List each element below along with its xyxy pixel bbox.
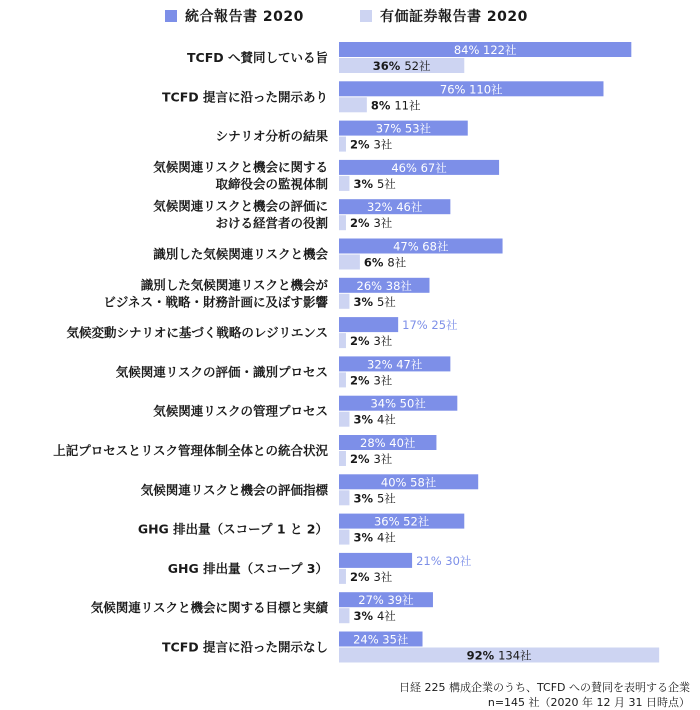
data-label-securities-report: 6% 8社 <box>363 255 407 270</box>
data-label-securities-report: 2% 3社 <box>349 137 393 152</box>
category-label: シナリオ分析の結果 <box>215 128 328 144</box>
category-label: GHG 排出量（スコープ 3） <box>167 560 328 576</box>
bar-securities-report <box>339 569 346 584</box>
bar-securities-report <box>339 608 349 623</box>
bar-securities-report <box>339 294 349 309</box>
data-label-securities-report: 3% 4社 <box>353 412 396 427</box>
data-label-securities-report: 36% 52社 <box>372 59 431 73</box>
bar-securities-report <box>339 333 346 348</box>
data-label-integrated-report: 32% 46社 <box>367 200 423 215</box>
data-label-integrated-report: 36% 52社 <box>373 514 430 529</box>
bar-securities-report <box>339 137 346 152</box>
category-label: 取締役会の監視体制 <box>215 176 328 192</box>
data-label-securities-report: 2% 3社 <box>349 373 393 388</box>
data-label-securities-report: 2% 3社 <box>349 216 393 231</box>
data-label-securities-report: 2% 3社 <box>349 569 393 584</box>
category-label: 気候関連リスクと機会の評価指標 <box>140 482 328 498</box>
data-label-integrated-report: 24% 35社 <box>353 632 409 647</box>
legend-label-integrated-report: 統合報告書 2020 <box>185 9 304 25</box>
category-label: 気候関連リスクの評価・識別プロセス <box>115 364 328 380</box>
bar-securities-report <box>339 255 360 270</box>
data-label-securities-report: 3% 4社 <box>353 609 396 624</box>
bar-integrated-report <box>339 553 412 568</box>
category-label: 識別した気候関連リスクと機会 <box>153 246 328 262</box>
data-label-integrated-report: 21% 30社 <box>416 553 472 568</box>
bar-securities-report <box>339 176 349 191</box>
data-label-integrated-report: 17% 25社 <box>402 318 458 333</box>
footnote-sample-size: n=145 社（2020 年 12 月 31 日時点） <box>487 696 690 709</box>
data-label-securities-report: 3% 4社 <box>353 530 396 545</box>
bar-securities-report <box>339 451 346 466</box>
data-label-integrated-report: 32% 47社 <box>367 357 423 372</box>
bar-securities-report <box>339 372 346 387</box>
category-label: ビジネス・戦略・財務計画に及ぼす影響 <box>103 294 328 310</box>
bar-securities-report <box>339 530 349 545</box>
data-label-integrated-report: 47% 68社 <box>393 239 449 254</box>
data-label-integrated-report: 37% 53社 <box>375 121 432 136</box>
data-label-integrated-report: 34% 50社 <box>370 396 426 411</box>
category-label: 気候関連リスクの管理プロセス <box>153 403 328 419</box>
bar-securities-report <box>339 412 349 427</box>
data-label-integrated-report: 40% 58社 <box>380 475 437 490</box>
data-label-integrated-report: 84% 122社 <box>453 43 517 57</box>
legend-label-securities-report: 有価証券報告書 2020 <box>380 9 528 25</box>
category-label: 気候変動シナリオに基づく戦略のレジリエンス <box>66 325 328 341</box>
data-label-securities-report: 2% 3社 <box>349 334 393 349</box>
data-label-securities-report: 3% 5社 <box>353 491 396 506</box>
bar-securities-report <box>339 97 367 112</box>
data-label-integrated-report: 26% 38社 <box>356 278 412 293</box>
data-label-securities-report: 92% 134社 <box>466 648 532 663</box>
category-label: おける経営者の役割 <box>215 215 328 231</box>
data-label-integrated-report: 27% 39社 <box>358 593 414 608</box>
category-label: 気候関連リスクと機会に関する <box>153 159 328 175</box>
category-label: 識別した気候関連リスクと機会が <box>140 277 328 293</box>
category-label: GHG 排出量（スコープ 1 と 2） <box>137 521 328 537</box>
bar-integrated-report <box>339 317 398 332</box>
data-label-integrated-report: 46% 67社 <box>391 160 447 175</box>
category-label: TCFD 提言に沿った開示なし <box>162 639 328 655</box>
data-label-integrated-report: 28% 40社 <box>360 436 416 450</box>
category-label: 気候関連リスクと機会に関する目標と実績 <box>90 600 328 616</box>
data-label-securities-report: 3% 5社 <box>353 176 396 191</box>
data-label-integrated-report: 76% 110社 <box>439 82 503 97</box>
category-label: 気候関連リスクと機会の評価に <box>153 198 328 214</box>
data-label-securities-report: 8% 11社 <box>370 98 421 113</box>
data-label-securities-report: 3% 5社 <box>353 294 396 309</box>
bar-securities-report <box>339 215 346 230</box>
bar-securities-report <box>339 490 349 505</box>
category-label: TCFD へ賛同している旨 <box>187 50 328 65</box>
category-label: TCFD 提言に沿った開示あり <box>162 89 328 105</box>
data-label-securities-report: 2% 3社 <box>349 452 393 466</box>
footnote-population: 日経 225 構成企業のうち、TCFD への賛同を表明する企業 <box>398 681 690 694</box>
category-label: 上記プロセスとリスク管理体制全体との統合状況 <box>53 443 328 458</box>
